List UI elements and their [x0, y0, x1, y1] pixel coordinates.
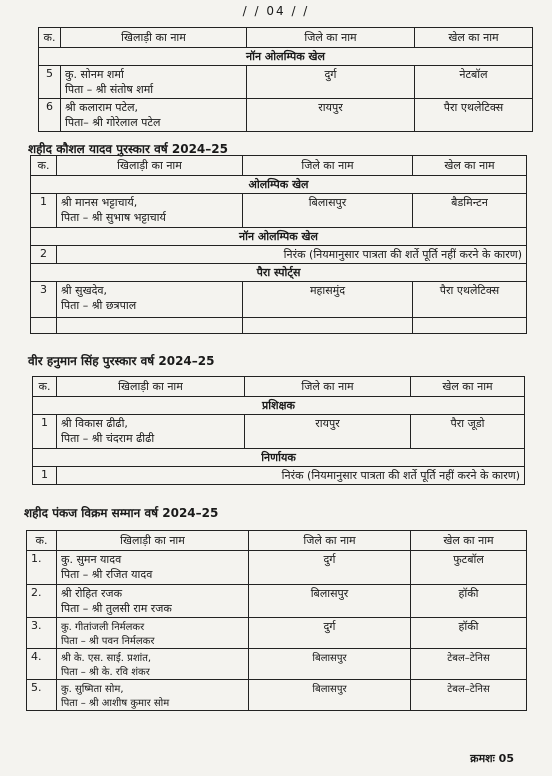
player-name: श्री मानस भट्टाचार्य,	[61, 196, 138, 209]
sport-cell: नेटबॉल	[415, 66, 533, 99]
category-label: नॉन ओलम्पिक खेल	[31, 228, 527, 246]
nil-note: निरंक (नियमानुसार पात्रता की शर्ते पूर्ति नहीं करने के कारण)	[57, 467, 525, 485]
table-row	[33, 467, 525, 485]
father-name: पिता – श्री के. रवि शंकर	[61, 667, 150, 678]
category-label: प्रशिक्षक	[33, 397, 525, 415]
table-pankaj-vikram	[26, 530, 527, 711]
category-row	[39, 48, 533, 66]
continued-marker: क्रमशः 05	[470, 752, 514, 765]
player-name: श्री कलाराम पटेल,	[65, 101, 139, 114]
empty-row	[31, 318, 527, 334]
table-row	[27, 680, 527, 711]
table-header-row	[39, 28, 533, 48]
sport-cell: हॉकी	[411, 618, 527, 649]
col-district: जिले का नाम	[249, 531, 411, 551]
table-row	[31, 246, 527, 264]
serial-cell: 2.	[27, 585, 57, 618]
section-title: शहीद पंकज विक्रम सम्मान वर्ष 2024–25	[24, 506, 219, 520]
category-row	[31, 176, 527, 194]
district-cell: महासमुंद	[243, 282, 413, 318]
district-cell: दुर्ग	[249, 551, 411, 585]
table-row	[39, 99, 533, 132]
district-cell: बिलासपुर	[249, 649, 411, 680]
col-player: खिलाड़ी का नाम	[57, 377, 245, 397]
table-row	[33, 415, 525, 449]
sport-cell: टेबल–टेनिस	[411, 649, 527, 680]
player-cell	[57, 282, 243, 318]
table-header-row	[33, 377, 525, 397]
player-name: कु. सुमन यादव	[61, 553, 122, 566]
serial-cell: 1	[33, 467, 57, 485]
serial-cell: 4.	[27, 649, 57, 680]
col-serial: क.	[27, 531, 57, 551]
player-cell	[57, 551, 249, 585]
sport-cell: पैरा जूडो	[411, 415, 525, 449]
col-sport: खेल का नाम	[413, 156, 527, 176]
district-cell: दुर्ग	[249, 618, 411, 649]
father-name: पिता– श्री गोरेलाल पटेल	[65, 116, 161, 129]
col-serial: क.	[31, 156, 57, 176]
father-name: पिता – श्री सुभाष भट्टाचार्य	[61, 211, 166, 224]
father-name: पिता – श्री आशीष कुमार सोम	[61, 698, 170, 709]
category-label: नॉन ओलम्पिक खेल	[39, 48, 533, 66]
player-name: कु. सोनम शर्मा	[65, 68, 124, 81]
col-district: जिले का नाम	[245, 377, 411, 397]
serial-cell: 1	[31, 194, 57, 228]
father-name: पिता – श्री रजित यादव	[61, 568, 153, 581]
table-row	[27, 649, 527, 680]
sport-cell: हॉकी	[411, 585, 527, 618]
serial-cell: 5.	[27, 680, 57, 711]
player-cell	[57, 680, 249, 711]
empty-cell	[31, 318, 57, 334]
sport-cell: फुटबॉल	[411, 551, 527, 585]
district-cell: बिलासपुर	[249, 680, 411, 711]
father-name: पिता – श्री संतोष शर्मा	[65, 83, 154, 96]
col-sport: खेल का नाम	[411, 377, 525, 397]
player-cell	[57, 194, 243, 228]
sport-cell: पैरा एथलेटिक्स	[413, 282, 527, 318]
col-district: जिले का नाम	[247, 28, 415, 48]
serial-cell: 2	[31, 246, 57, 264]
col-sport: खेल का नाम	[411, 531, 527, 551]
table-header-row	[31, 156, 527, 176]
player-cell	[61, 66, 247, 99]
district-cell: रायपुर	[247, 99, 415, 132]
table-kaushal-yadav	[30, 155, 527, 334]
category-row	[31, 228, 527, 246]
player-name: कु. गीतांजली निर्मलकर	[61, 622, 145, 633]
col-player: खिलाड़ी का नाम	[57, 531, 249, 551]
empty-cell	[413, 318, 527, 334]
player-name: कु. सुष्मिता सोम,	[61, 684, 124, 695]
serial-cell: 1	[33, 415, 57, 449]
player-name: श्री सुखदेव,	[61, 284, 108, 297]
table-hanuman-singh	[32, 376, 525, 485]
empty-cell	[57, 318, 243, 334]
section-title: शहीद कौशल यादव पुरस्कार वर्ष 2024–25	[28, 142, 228, 156]
section-title: वीर हनुमान सिंह पुरस्कार वर्ष 2024–25	[28, 354, 215, 368]
district-cell: बिलासपुर	[249, 585, 411, 618]
father-name: पिता – श्री तुलसी राम रजक	[61, 602, 172, 615]
father-name: पिता – श्री छत्रपाल	[61, 299, 137, 312]
table-header-row	[27, 531, 527, 551]
player-cell	[57, 585, 249, 618]
table-row	[39, 66, 533, 99]
table-row	[27, 618, 527, 649]
serial-cell: 3	[31, 282, 57, 318]
col-player: खिलाड़ी का नाम	[57, 156, 243, 176]
table-row	[27, 585, 527, 618]
serial-cell: 1.	[27, 551, 57, 585]
category-label: निर्णायक	[33, 449, 525, 467]
table-row	[27, 551, 527, 585]
sport-cell: टेबल–टेनिस	[411, 680, 527, 711]
category-row	[33, 397, 525, 415]
father-name: पिता – श्री चंदराम ढीढी	[61, 432, 155, 445]
serial-cell: 5	[39, 66, 61, 99]
category-row	[31, 264, 527, 282]
col-district: जिले का नाम	[243, 156, 413, 176]
col-serial: क.	[33, 377, 57, 397]
player-name: श्री के. एस. साई. प्रशांत,	[61, 653, 152, 664]
serial-cell: 3.	[27, 618, 57, 649]
table-continuation	[38, 27, 533, 132]
serial-cell: 6	[39, 99, 61, 132]
player-cell	[57, 649, 249, 680]
category-label: ओलम्पिक खेल	[31, 176, 527, 194]
col-sport: खेल का नाम	[415, 28, 533, 48]
player-cell	[57, 618, 249, 649]
table-row	[31, 194, 527, 228]
district-cell: दुर्ग	[247, 66, 415, 99]
table-row	[31, 282, 527, 318]
empty-cell	[243, 318, 413, 334]
category-row	[33, 449, 525, 467]
father-name: पिता – श्री पवन निर्मलकर	[61, 636, 155, 647]
nil-note: निरंक (नियमानुसार पात्रता की शर्ते पूर्ति नहीं करने के कारण)	[57, 246, 527, 264]
sport-cell: पैरा एथलेटिक्स	[415, 99, 533, 132]
player-name: श्री विकास ढीढी,	[61, 417, 128, 430]
page-number: / / 04 / /	[242, 4, 310, 18]
sport-cell: बैडमिन्टन	[413, 194, 527, 228]
category-label: पैरा स्पोर्ट्स	[31, 264, 527, 282]
col-player: खिलाड़ी का नाम	[61, 28, 247, 48]
player-cell	[57, 415, 245, 449]
player-cell	[61, 99, 247, 132]
col-serial: क.	[39, 28, 61, 48]
district-cell: रायपुर	[245, 415, 411, 449]
player-name: श्री रोहित रजक	[61, 587, 123, 600]
district-cell: बिलासपुर	[243, 194, 413, 228]
